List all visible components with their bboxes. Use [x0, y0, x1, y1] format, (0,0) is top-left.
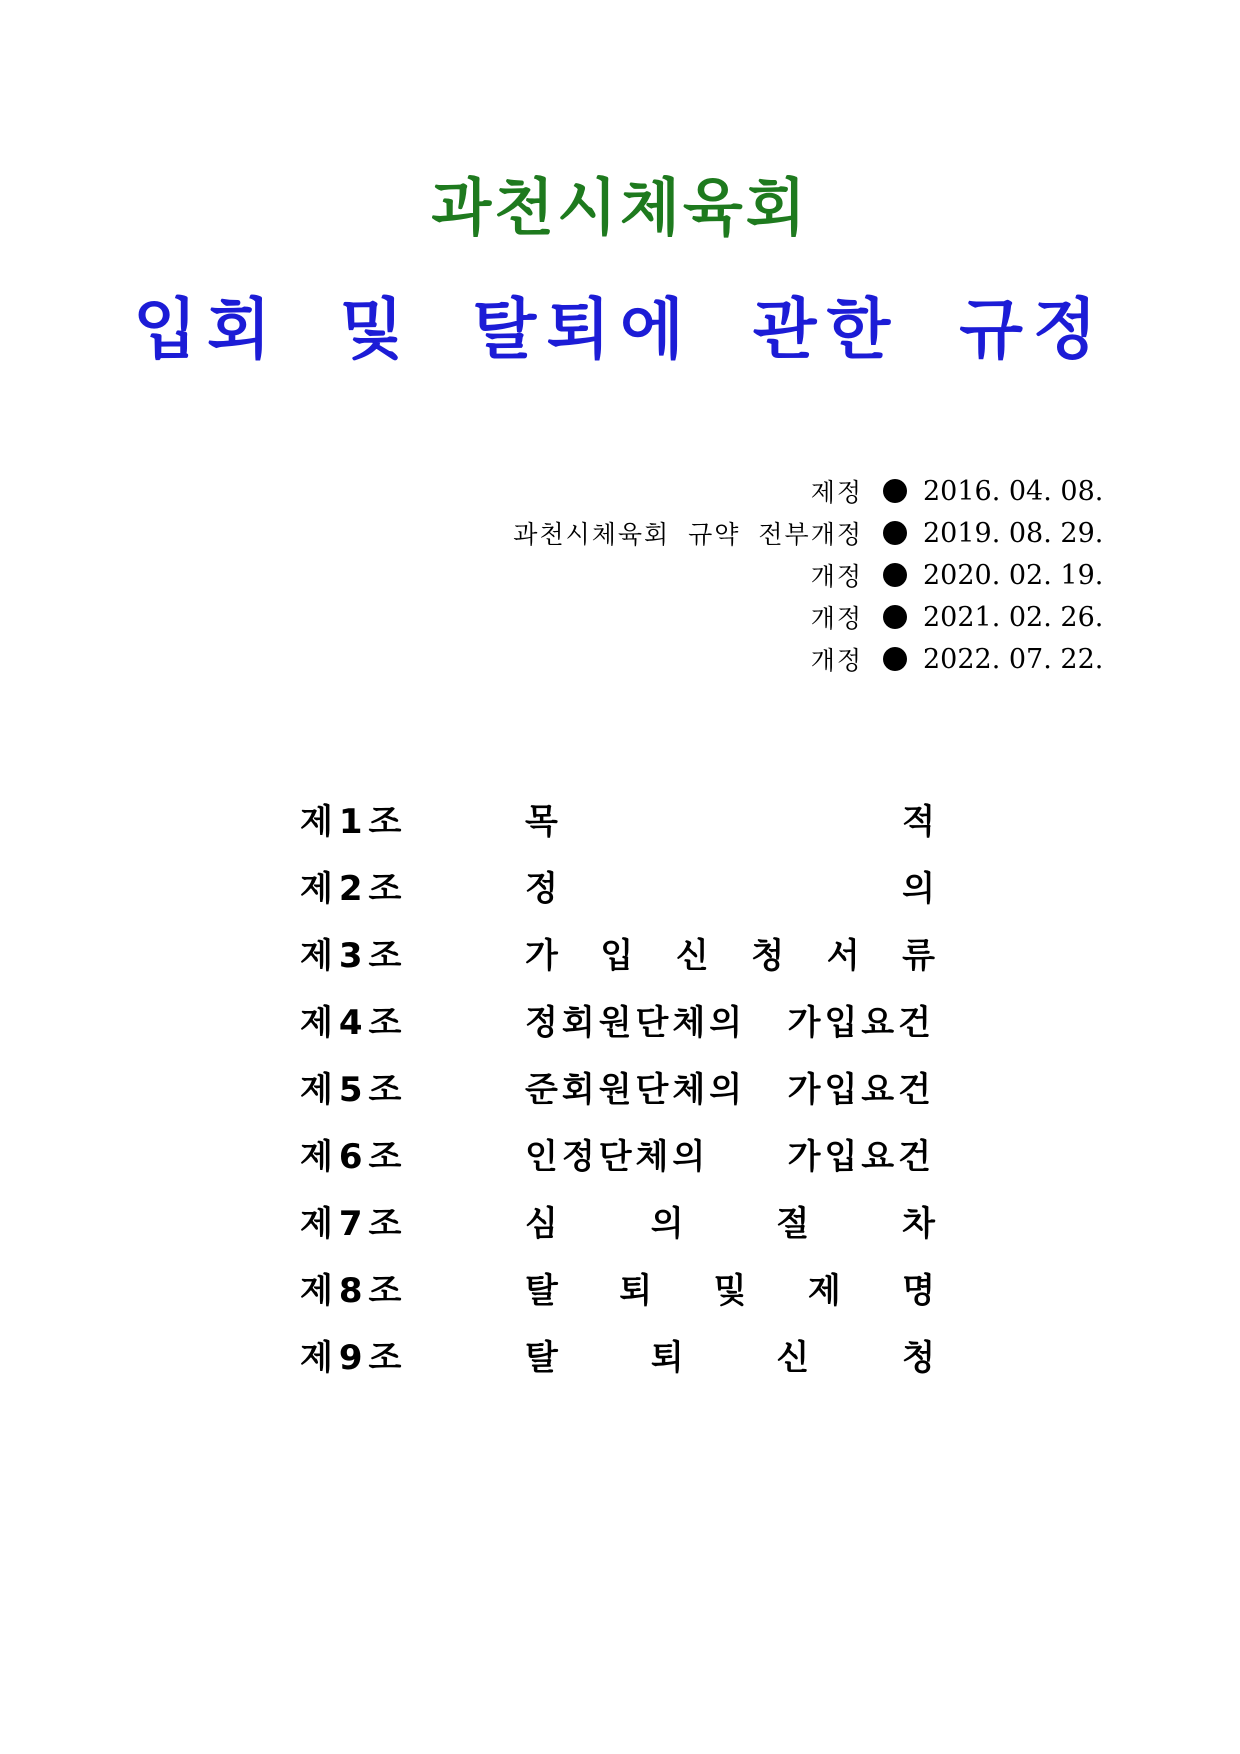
toc-item — [300, 1053, 940, 1120]
article-title-part: 퇴 — [619, 1271, 653, 1311]
revision-date: 2022. 07. 22. — [923, 643, 1104, 675]
article-title-part: 명 — [902, 1271, 935, 1311]
revision-row — [343, 512, 1103, 554]
article-number: 제6조 — [300, 1137, 408, 1177]
article-title-part: 제 — [807, 1271, 841, 1311]
article-title-part: 청 — [751, 936, 785, 976]
revision-row — [343, 554, 1103, 596]
article-title-part: 인정단체의 — [525, 1137, 710, 1177]
article-title-part: 준회원단체의 — [525, 1070, 747, 1110]
revision-label: 개정 — [810, 646, 863, 675]
toc-item — [300, 1254, 940, 1321]
toc-item — [300, 919, 940, 986]
article-number: 제5조 — [300, 1070, 408, 1110]
article-title-part: 차 — [902, 1204, 935, 1244]
bullet-icon — [883, 605, 907, 629]
table-of-contents — [300, 785, 940, 1388]
toc-item — [300, 1187, 940, 1254]
toc-item — [300, 986, 940, 1053]
article-title — [525, 1330, 935, 1379]
article-title-part: 퇴 — [650, 1338, 684, 1378]
article-title — [525, 794, 935, 843]
bullet-icon — [883, 479, 907, 503]
revision-label: 개정 — [810, 604, 863, 633]
article-title-part: 목 — [525, 802, 558, 842]
article-number: 제8조 — [300, 1271, 408, 1311]
revision-label: 과천시체육회 규약 전부개정 — [513, 520, 863, 549]
revision-row — [343, 638, 1103, 680]
article-title-part: 적 — [902, 802, 935, 842]
toc-item — [300, 1120, 940, 1187]
toc-item — [300, 785, 940, 852]
article-title — [525, 861, 935, 910]
revision-row — [343, 596, 1103, 638]
revision-date: 2016. 04. 08. — [923, 475, 1104, 507]
article-title-part: 탈 — [525, 1338, 558, 1378]
article-title-part: 탈 — [525, 1271, 558, 1311]
article-number: 제7조 — [300, 1204, 408, 1244]
article-title-part: 가 — [525, 936, 558, 976]
document-title: 입회 및 탈퇴에 관한 규정 — [133, 291, 1107, 368]
article-title-part: 심 — [525, 1204, 558, 1244]
article-title-part: 의 — [650, 1204, 684, 1244]
article-title — [525, 1263, 935, 1312]
article-title-part: 정회원단체의 — [525, 1003, 747, 1043]
article-title-part: 신 — [776, 1338, 810, 1378]
article-title-part: 입 — [600, 936, 634, 976]
revision-date: 2019. 08. 29. — [923, 517, 1104, 549]
revision-date: 2020. 02. 19. — [923, 559, 1104, 591]
article-title-part: 절 — [776, 1204, 810, 1244]
article-title — [525, 995, 935, 1044]
revision-row — [343, 470, 1103, 512]
article-title-part: 가입요건 — [787, 1137, 935, 1177]
article-title-part: 서 — [826, 936, 860, 976]
bullet-icon — [883, 563, 907, 587]
revision-history — [343, 470, 1103, 680]
article-title-part: 신 — [675, 936, 709, 976]
article-title-part: 류 — [902, 936, 935, 976]
toc-item — [300, 852, 940, 919]
article-title-part: 청 — [902, 1338, 935, 1378]
revision-date: 2021. 02. 26. — [923, 601, 1104, 633]
article-title — [525, 1129, 935, 1178]
article-title — [525, 1196, 935, 1245]
toc-item — [300, 1321, 940, 1388]
article-number: 제9조 — [300, 1338, 408, 1378]
organization-title: 과천시체육회 — [431, 171, 809, 244]
article-number: 제1조 — [300, 802, 408, 842]
article-number: 제4조 — [300, 1003, 408, 1043]
article-title — [525, 928, 935, 977]
revision-label: 제정 — [810, 478, 863, 507]
bullet-icon — [883, 521, 907, 545]
article-title-part: 및 — [713, 1271, 747, 1311]
article-title — [525, 1062, 935, 1111]
revision-label: 개정 — [810, 562, 863, 591]
bullet-icon — [883, 647, 907, 671]
article-title-part: 가입요건 — [787, 1070, 935, 1110]
article-title-part: 의 — [902, 869, 935, 909]
article-number: 제3조 — [300, 936, 408, 976]
article-title-part: 가입요건 — [787, 1003, 935, 1043]
article-title-part: 정 — [525, 869, 558, 909]
article-number: 제2조 — [300, 869, 408, 909]
